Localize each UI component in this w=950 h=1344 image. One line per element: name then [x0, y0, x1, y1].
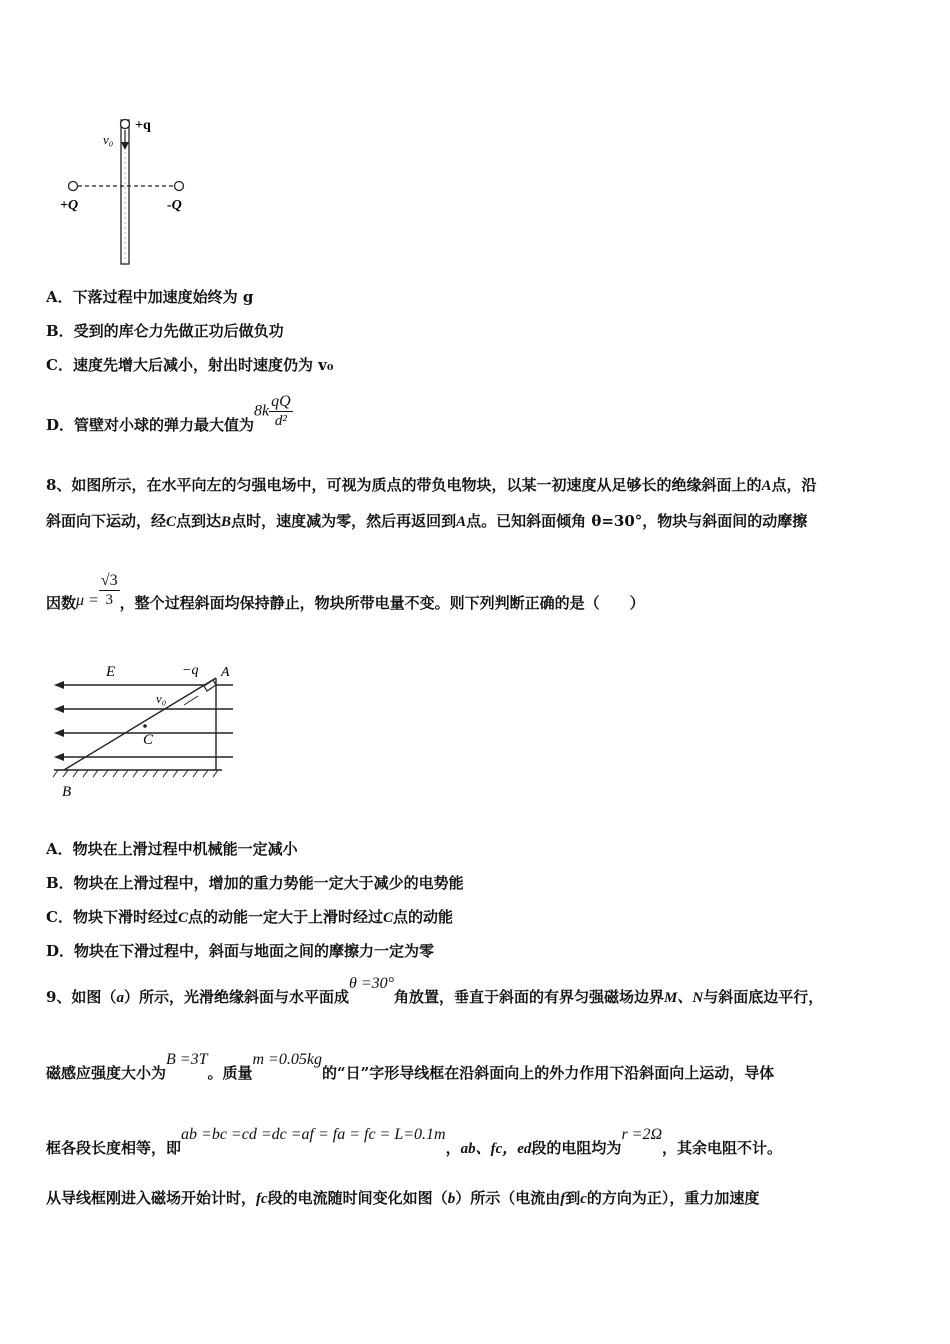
charge-label: −q — [182, 663, 199, 678]
q8-option-d: D．物块在下滑过程中，斜面与地面之间的摩擦力一定为零 — [46, 942, 435, 960]
q8-point-a2: A — [456, 514, 467, 530]
q9-fig-a: a — [116, 990, 124, 1006]
point-c-label: C — [143, 732, 154, 748]
q8-stem-l1: 8、如图所示，在水平向左的匀强电场中，可视为质点的带负电物块，以某一初速度从足够长的绝缘斜面上的 — [46, 476, 762, 494]
q8-stem-l3a: 因数 — [46, 593, 77, 612]
q8-option-c-b: 点的动能一定大于上滑时经过 — [187, 908, 383, 926]
q9-l4a: 从导线框刚进入磁场开始计时， — [46, 1189, 257, 1207]
field-e-label: E — [106, 664, 116, 680]
q8-point-a: A — [761, 478, 772, 494]
q7-option-d — [46, 393, 293, 434]
q9-l3b: ， — [445, 1139, 461, 1157]
q8-option-a: A．物块在上滑过程中机械能一定减小 — [46, 840, 298, 858]
q7-figure — [55, 112, 205, 267]
v0-label: v₀ — [103, 132, 114, 147]
q9-l4e: 的方向为正），重力加速度 — [586, 1189, 760, 1207]
q7-option-d-text: D．管壁对小球的弹力最大值为 — [46, 415, 255, 434]
q9-line4 — [46, 1187, 759, 1208]
field-arrowheads — [54, 681, 64, 761]
q8-option-c — [46, 906, 453, 927]
q8-stem-line2 — [46, 510, 807, 531]
q9-l2a: 磁感应强度大小为 — [46, 1064, 167, 1082]
q9-m-eq: m =0.05kg — [252, 1051, 322, 1068]
right-charge-label: -Q — [167, 198, 182, 213]
q9-r-eq: r =2Ω — [621, 1126, 663, 1143]
q9-line1 — [46, 975, 824, 1007]
q9-l2c: 的“日”字形导线框在沿斜面向上的外力作用下沿斜面向上运动，导体 — [321, 1064, 775, 1082]
q8-stem-line3 — [46, 572, 645, 612]
q9-line2 — [46, 1051, 775, 1083]
q9-f: f — [560, 1191, 566, 1207]
q9-l1b: ）所示，光滑绝缘斜面与水平面成 — [123, 988, 349, 1006]
ground-hatching — [53, 770, 218, 777]
q9-l1c: 角放置，垂直于斜面的有界匀强磁场边界 — [394, 988, 665, 1006]
q7-d-coef: 8k — [254, 402, 270, 420]
q8-point-b: B — [221, 514, 232, 530]
velocity-arrow — [121, 142, 129, 150]
q8-option-c-point1: C — [177, 910, 188, 926]
q9-l3a: 框各段长度相等，即 — [46, 1139, 182, 1157]
q9-l4b: 段的电流随时间变化如图（ — [267, 1189, 448, 1207]
q8-mu-fraction — [99, 572, 120, 609]
v0-label: v₀ — [156, 691, 167, 706]
q9-fc: fc — [256, 1191, 268, 1207]
incline-surface — [64, 678, 216, 770]
q9-l2b: 。质量 — [207, 1064, 253, 1082]
q9-segments: ab、fc，ed — [460, 1141, 532, 1157]
q7-option-a: A．下落过程中加速度始终为 g — [46, 288, 254, 306]
q7-d-fraction — [269, 393, 293, 430]
q9-l3c: 段的电阻均为 — [531, 1139, 622, 1157]
point-c-dot — [143, 724, 147, 728]
top-charge-ball — [121, 120, 130, 129]
block — [204, 680, 216, 691]
q8-option-c-a: C．物块下滑时经过 — [46, 908, 178, 926]
q9-l3d: ，其余电阻不计。 — [662, 1139, 783, 1157]
q9-theta: θ =30° — [348, 975, 395, 992]
q8-stem-l2d: 点。已知斜面倾角 θ=30°，物块与斜面间的动摩擦 — [466, 512, 808, 530]
q8-option-c-point2: C — [382, 910, 393, 926]
q9-fig-b: b — [447, 1191, 456, 1207]
q7-option-c: C．速度先增大后减小，射出时速度仍为 v₀ — [46, 356, 334, 374]
left-charge-ball — [69, 182, 78, 191]
q8-point-c: C — [166, 514, 177, 530]
q8-stem-l1-end: 点，沿 — [771, 476, 817, 494]
right-charge-ball — [175, 182, 184, 191]
q9-lengths: ab =bc =cd =dc =af = fa = fc = L=0.1m — [181, 1126, 446, 1143]
q8-stem-l2b: 点到达 — [176, 512, 222, 530]
point-a-label: A — [221, 665, 230, 680]
top-charge-label: +q — [135, 118, 151, 133]
q8-option-b: B．物块在上滑过程中，增加的重力势能一定大于减少的电势能 — [46, 874, 464, 892]
velocity-arrow-line — [184, 696, 198, 705]
q9-c: c — [580, 1191, 587, 1207]
q8-mu-num: √3 — [100, 572, 118, 589]
q9-b-eq: B =3T — [166, 1051, 208, 1068]
q9-l1a: 9、如图（ — [46, 988, 117, 1006]
q9-l1d: 与斜面底边平行， — [703, 988, 824, 1006]
q8-option-c-c: 点的动能 — [393, 908, 454, 926]
q9-l4d: 到 — [565, 1189, 581, 1207]
q8-mu-den: 3 — [105, 592, 113, 608]
left-charge-label: +Q — [60, 198, 79, 213]
q7-d-den: d² — [274, 413, 287, 429]
q9-mn: M、N — [664, 990, 704, 1006]
q8-stem-l3b: ，整个过程斜面均保持静止，物块所带电量不变。则下列判断正确的是（ ） — [119, 593, 645, 612]
point-b-label: B — [62, 784, 72, 800]
q8-stem-l2c: 点时，速度减为零，然后再返回到 — [231, 512, 457, 530]
q8-stem-l2a: 斜面向下运动，经 — [46, 512, 167, 530]
q7-option-b: B．受到的库仑力先做正功后做负功 — [46, 322, 284, 340]
q8-stem-line1 — [46, 474, 816, 495]
q8-figure — [46, 656, 246, 804]
q9-l4c: ）所示（电流由 — [455, 1189, 561, 1207]
q7-d-num: qQ — [271, 393, 291, 410]
q8-mu: μ = — [76, 591, 99, 609]
q9-line3 — [46, 1126, 783, 1158]
